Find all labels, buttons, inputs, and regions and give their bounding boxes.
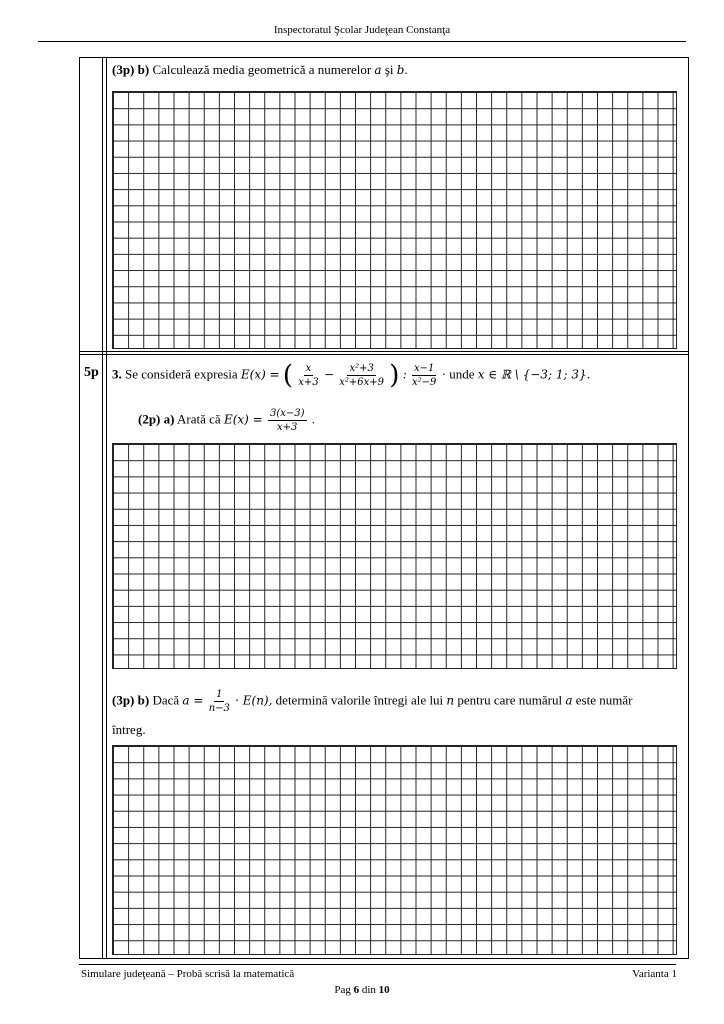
item-3b-text3: este număr [575,692,633,708]
page-total: 10 [378,984,390,996]
item-3a-fraction-num: 3(x−3) [269,408,305,419]
var-a: a [565,693,573,708]
item-3b-fraction-den: n−3 [208,703,230,714]
item-3-statement [112,362,590,389]
item-3a-fraction-den: x+3 [277,422,298,433]
period: . [404,62,408,77]
and-word: şi [384,62,394,77]
item-3b-statement [112,688,632,715]
item-2b-statement [112,62,408,78]
page-header: Inspectoratul Şcolar Judeţean Constanţa [273,24,451,36]
fraction-2 [339,362,384,389]
minus-sign: − [323,367,334,382]
fraction-3-den: x²−9 [411,377,437,388]
item-3b-text1: determină valorile întregi ale lui [275,692,444,708]
fraction-3 [412,362,436,389]
fraction-2-num: x²+3 [349,363,374,374]
footer-exam-title: Simulare judeţeană – Probă scrisă la matematică [81,968,295,980]
points-column-border [102,57,103,959]
answer-grid-2b[interactable] [112,91,677,349]
item-3-number: 3. [112,366,122,382]
item-3b-points: (3p) b) [112,692,150,708]
points-column-border-inner [106,57,107,959]
page-number [0,984,724,996]
domain: x ∈ ℝ \ {−3; 1; 3}. [477,367,591,382]
page-sep: din [361,984,376,996]
item-3a-text: Arată că [177,411,221,427]
var-b: b [396,63,405,77]
points-label-3: 5p [84,365,99,380]
right-paren: ) [389,360,400,391]
fraction-1-den: x+3 [298,377,319,388]
fraction-1-num: x [305,363,312,374]
header-divider [38,41,686,42]
fraction-2-den: x²+6x+9 [339,377,385,388]
item-3a-lhs: E(x) = [223,412,263,427]
page-prefix: Pag [334,984,351,996]
item-3b-line2: întreg. [112,722,146,737]
fraction-3-num: x−1 [413,363,435,374]
left-paren: ( [282,360,294,391]
row-divider-inner [79,354,689,355]
answer-grid-3a[interactable] [112,443,677,669]
unde-word: · unde [441,366,475,382]
var-a: a [374,63,382,77]
row-divider [79,351,689,352]
expr-lhs: E(x) = [240,367,280,382]
item-3a-points: (2p) a) [138,411,175,427]
item-2b-text: Calculează media geometrică a numerelor [152,62,372,77]
item-3b-times-e: · E(n), [235,693,273,708]
item-3b-daca: Dacă [152,692,180,708]
fraction-1 [298,362,318,389]
page-current: 6 [353,984,360,996]
footer-divider [79,964,676,965]
var-n: n [446,693,455,708]
item-2b-points: (3p) b) [112,62,150,77]
item-3b-a-eq: a = [182,693,204,708]
colon-sign: : [402,367,407,382]
item-3b-text2: pentru care numărul [457,692,563,708]
item-3-intro: Se consideră expresia [125,366,238,382]
item-3b-fraction-num: 1 [216,689,223,700]
footer-variant: Varianta 1 [632,968,677,980]
period: . [311,411,315,427]
item-3a-fraction [268,407,307,434]
item-3a-statement [138,407,315,434]
item-3b-fraction [209,688,230,715]
answer-grid-3b[interactable] [112,745,677,955]
